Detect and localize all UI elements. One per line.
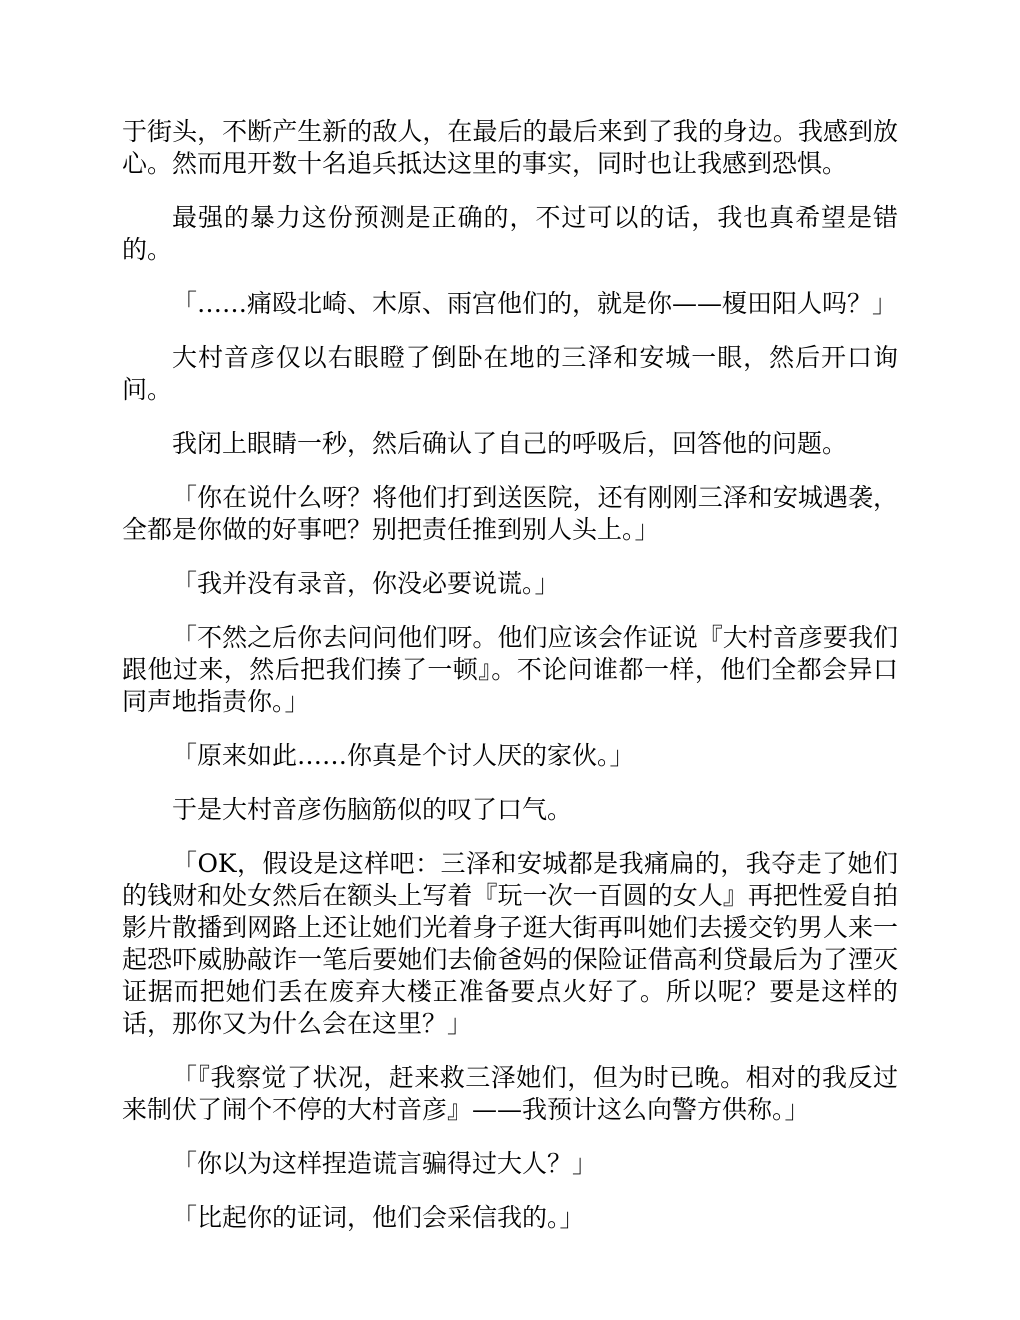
paragraph-6: 「你在说什么呀？将他们打到送医院，还有刚刚三泽和安城遇袭，全都是你做的好事吧？别把责任推到别人头上。」 bbox=[122, 483, 898, 544]
paragraph-8: 「不然之后你去问问他们呀。他们应该会作证说『大村音彦要我们跟他过来，然后把我们揍了一顿』。不论问谁都一样，他们全都会异口同声地指责你。」 bbox=[122, 623, 898, 716]
paragraph-11: 「OK，假设是这样吧：三泽和安城都是我痛扁的，我夺走了她们的钱财和处女然后在额头上写着『玩一次一百圆的女人』再把性爱自拍影片散播到网路上还让她们光着身子逛大街再叫她们去援交钓男人来一起恐吓威胁敲诈一笔后要她们去偷爸妈的保险证借高利贷最后为了湮灭证据而把她们丢在废弃大楼正准备要点火好了。所以呢？要是这样的话，那你又为什么会在这里？」 bbox=[122, 849, 898, 1038]
paragraph-13: 「你以为这样捏造谎言骗得过大人？」 bbox=[172, 1149, 598, 1178]
paragraph-1: 于街头，不断产生新的敌人，在最后的最后来到了我的身边。我感到放心。然而甩开数十名追兵抵达这里的事实，同时也让我感到恐惧。 bbox=[122, 117, 898, 178]
paragraph-5: 我闭上眼睛一秒，然后确认了自己的呼吸后，回答他的问题。 bbox=[172, 429, 848, 458]
paragraph-7: 「我并没有录音，你没必要说谎。」 bbox=[172, 569, 560, 598]
paragraph-10: 于是大村音彦伤脑筋似的叹了口气。 bbox=[172, 795, 573, 824]
document-page bbox=[122, 116, 898, 1256]
paragraph-3: 「……痛殴北崎、木原、雨宫他们的，就是你——榎田阳人吗？」 bbox=[172, 289, 898, 318]
paragraph-12: 「『我察觉了状况，赶来救三泽她们，但为时已晚。相对的我反过来制伏了闹个不停的大村音彦』——我预计这么向警方供称。」 bbox=[122, 1063, 898, 1124]
paragraph-2: 最强的暴力这份预测是正确的，不过可以的话，我也真希望是错的。 bbox=[122, 203, 898, 264]
paragraph-14: 「比起你的证词，他们会采信我的。」 bbox=[172, 1203, 585, 1232]
paragraph-9: 「原来如此……你真是个讨人厌的家伙。」 bbox=[172, 741, 635, 770]
paragraph-4: 大村音彦仅以右眼瞪了倒卧在地的三泽和安城一眼，然后开口询问。 bbox=[122, 343, 898, 404]
